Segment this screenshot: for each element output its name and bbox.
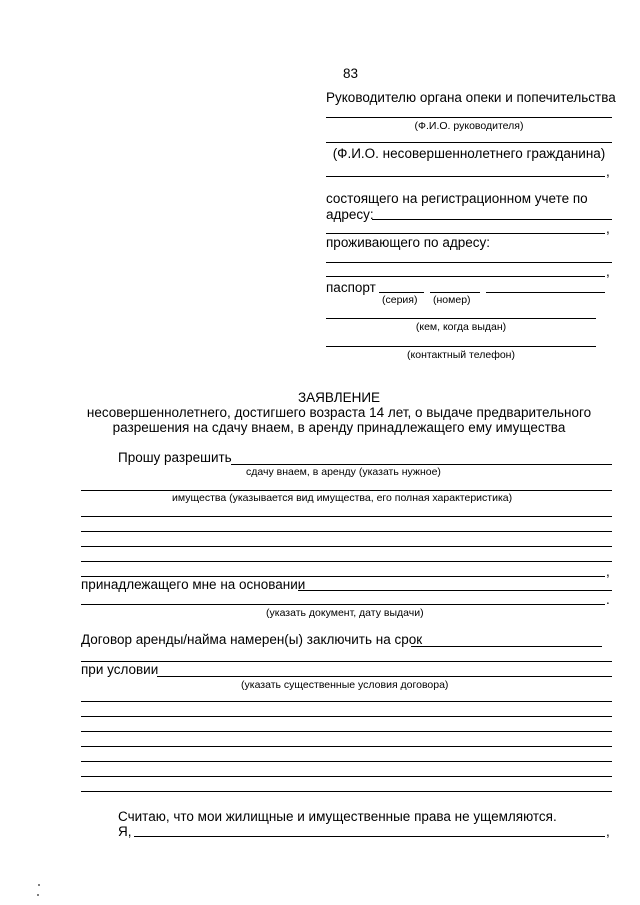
comma-text: , [606,564,610,579]
scan-speck [38,884,40,886]
head-fio-caption: (Ф.И.О. руководителя) [414,120,524,132]
page-number: 83 [343,66,359,81]
passport-issued-caption: (кем, когда выдан) [415,321,507,333]
signer-name-line[interactable] [134,836,605,837]
condition-description-line[interactable] [81,731,612,732]
living-address-label: проживающего по адресу: [326,235,490,250]
property-description-line[interactable] [81,546,612,547]
registered-address-line[interactable] [372,219,612,220]
document-subtitle-line1: несовершеннолетнего, достигшего возраста 14 лет, о выдаче предварительного [86,405,592,420]
condition-description-line[interactable] [81,701,612,702]
lease-period-label: Договор аренды/найма намерен(ы) заключить на срок [81,632,423,647]
property-caption: имущества (указывается вид имущества, его полная характеристика) [172,492,513,504]
comma-text: , [606,264,610,279]
lease-period-line-2[interactable] [81,661,612,662]
scan-speck [37,894,39,896]
condition-description-line[interactable] [81,791,612,792]
living-address-line[interactable] [326,262,612,263]
basis-caption: (указать документ, дату выдачи) [266,607,424,619]
basis-line-2[interactable] [81,604,605,605]
condition-line[interactable] [157,676,612,677]
property-description-line[interactable] [81,561,612,562]
living-address-line-2[interactable] [326,276,605,277]
minor-fio-line[interactable] [326,176,605,177]
comma-text: , [606,221,610,236]
phone-line[interactable] [326,346,596,347]
condition-description-line[interactable] [81,746,612,747]
addressee-text: Руководителю органа опеки и попечительства [326,90,616,105]
lease-period-line[interactable] [411,646,602,647]
passport-issued-line[interactable] [326,318,596,319]
comma-text: , [606,824,610,839]
passport-series-caption: (серия) [382,294,418,306]
condition-description-line[interactable] [81,716,612,717]
comma-text: , [606,164,610,179]
condition-label: при условии [81,662,159,677]
period-mark-text: . [606,592,610,607]
divider-line [326,142,612,143]
i-label: Я, [118,824,132,839]
phone-caption: (контактный телефон) [407,349,515,361]
statement-text: Считаю, что мои жилищные и имущественные права не ущемляются. [118,809,557,824]
head-fio-line[interactable] [326,117,612,118]
condition-caption: (указать существенные условия договора) [241,679,449,691]
property-description-line[interactable] [81,531,612,532]
document-subtitle-line2: разрешения на сдачу внаем, в аренду принадлежащего ему имущества [112,420,566,435]
passport-label: паспорт [326,280,376,295]
request-caption: сдачу внаем, в аренду (указать нужное) [246,466,441,478]
basis-label: принадлежащего мне на основании [81,577,306,592]
basis-line[interactable] [298,590,612,591]
passport-number-caption: (номер) [433,294,471,306]
registered-text: состоящего на регистрационном учете по [326,191,588,206]
passport-extra-line[interactable] [486,292,605,293]
passport-number-line[interactable] [430,292,480,293]
condition-description-line[interactable] [81,761,612,762]
request-line[interactable] [231,464,612,465]
address-label: адресу: [326,207,374,222]
property-description-line[interactable] [81,516,612,517]
document-title: ЗАЯВЛЕНИЕ [297,390,381,405]
registered-address-line-2[interactable] [326,233,605,234]
condition-description-line[interactable] [81,776,612,777]
minor-fio-caption: (Ф.И.О. несовершеннолетнего гражданина) [332,146,606,161]
passport-series-line[interactable] [379,292,424,293]
property-line[interactable] [81,490,612,491]
request-label: Прошу разрешить [118,450,232,465]
